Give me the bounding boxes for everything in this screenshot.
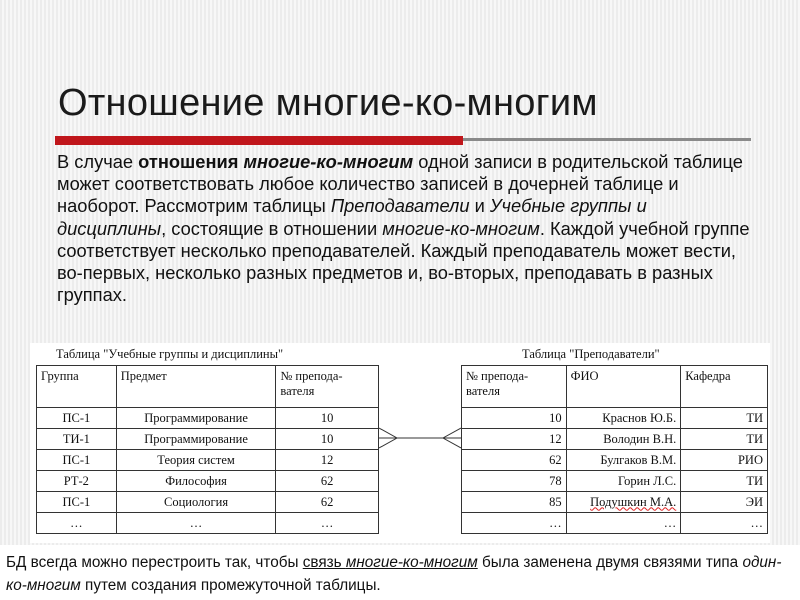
table1-cell: Теория систем xyxy=(116,450,276,471)
table1-cell: Философия xyxy=(116,471,276,492)
table1-caption: Таблица "Учебные группы и дисциплины" xyxy=(56,347,284,361)
table-row xyxy=(37,471,379,492)
body-run-italic: многие-ко-многим xyxy=(382,217,540,239)
table2-cell: Булгаков В.М. xyxy=(566,450,681,471)
body-run: В случае xyxy=(57,151,139,172)
table2-cell: … xyxy=(566,513,681,534)
many-to-many-connector xyxy=(379,423,461,453)
body-run: , состоящие в отношении xyxy=(161,217,383,239)
body-run: одной записи в родительской таблице может соответствовать любое количество записей в дочерней таблице и наоборот. Рассмотрим таблицы xyxy=(57,151,743,217)
table2-cell: Володин В.Н. xyxy=(566,429,681,450)
table-row xyxy=(462,471,768,492)
table2-cell: 10 xyxy=(462,408,567,429)
table2-header: Кафедра xyxy=(681,366,768,408)
footer-run: была заменена двумя связями типа xyxy=(477,554,743,571)
table2-header: № препода-вателя xyxy=(462,366,567,408)
table2-cell: 85 xyxy=(462,492,567,513)
table2-cell: 78 xyxy=(462,471,567,492)
title-underline-grey xyxy=(463,138,751,141)
table1-header: Группа xyxy=(37,366,117,408)
table-row xyxy=(462,513,768,534)
table2-cell: РИО xyxy=(681,450,768,471)
table-row xyxy=(37,450,379,471)
footer-note xyxy=(0,545,800,600)
footer-run-italic: один-ко-многим xyxy=(6,554,782,594)
table1-cell: ПС-1 xyxy=(37,492,117,513)
table1-cell: РТ-2 xyxy=(37,471,117,492)
footer-run-underline-italic: многие-ко-многим xyxy=(345,554,478,571)
table2-cell: … xyxy=(462,513,567,534)
table-groups-disciplines xyxy=(36,365,379,534)
table-row xyxy=(462,450,768,471)
table2-cell: ЭИ xyxy=(681,492,768,513)
slide-title: Отношение многие-ко-многим xyxy=(58,82,598,124)
table2-cell: ТИ xyxy=(681,471,768,492)
table1-header: № препода-вателя xyxy=(276,366,379,408)
table-teachers xyxy=(461,365,768,534)
table-row xyxy=(462,408,768,429)
body-run-italic: Преподаватели xyxy=(330,195,470,217)
table2-cell xyxy=(566,492,681,513)
table2-cell: … xyxy=(681,513,768,534)
body-run-bold: отношения xyxy=(138,151,244,172)
table-row xyxy=(462,429,768,450)
table2-caption: Таблица "Преподаватели" xyxy=(522,347,660,361)
table1-header: Предмет xyxy=(116,366,276,408)
title-underline-red xyxy=(55,136,463,145)
body-run: и xyxy=(469,195,490,217)
table-row xyxy=(37,408,379,429)
footer-text xyxy=(6,551,796,597)
table-row xyxy=(37,513,379,534)
table2-cell-text: Подушкин М.А. xyxy=(590,494,677,509)
table1-cell: … xyxy=(37,513,117,534)
table1-cell: … xyxy=(276,513,379,534)
body-run-bold-italic: многие-ко-многим xyxy=(243,151,414,172)
table2-cell: Краснов Ю.Б. xyxy=(566,408,681,429)
table1-cell: ПС-1 xyxy=(37,408,117,429)
table2-header: ФИО xyxy=(566,366,681,408)
table2-cell: Горин Л.С. xyxy=(566,471,681,492)
table-row xyxy=(462,492,768,513)
table2-cell: 62 xyxy=(462,450,567,471)
table1-cell: ПС-1 xyxy=(37,450,117,471)
body-run: . Каждой учебной группе соответствует несколько преподавателей. Каждый преподаватель может вести, во-первых, несколько разных предметов и, во-вторых, преподавать в разных группах. xyxy=(57,217,750,306)
table1-cell: Социология xyxy=(116,492,276,513)
table-row xyxy=(37,429,379,450)
body-run-italic: Учебные группы и дисциплины xyxy=(57,195,647,239)
tables-figure xyxy=(30,343,770,543)
table2-cell: 12 xyxy=(462,429,567,450)
table1-cell: 10 xyxy=(276,408,379,429)
footer-run: путем создания промежуточной таблицы. xyxy=(80,577,381,594)
footer-run: БД всегда можно перестроить так, чтобы xyxy=(6,554,303,571)
table1-cell: 62 xyxy=(276,492,379,513)
table2-cell: ТИ xyxy=(681,429,768,450)
table1-cell: … xyxy=(116,513,276,534)
table-row xyxy=(37,492,379,513)
table1-cell: Программирование xyxy=(116,408,276,429)
table2-cell: ТИ xyxy=(681,408,768,429)
footer-run-underline: связь xyxy=(302,554,346,571)
body-paragraph xyxy=(57,151,757,306)
table1-cell: Программирование xyxy=(116,429,276,450)
table1-cell: 10 xyxy=(276,429,379,450)
table1-cell: ТИ-1 xyxy=(37,429,117,450)
table1-cell: 62 xyxy=(276,471,379,492)
table1-cell: 12 xyxy=(276,450,379,471)
